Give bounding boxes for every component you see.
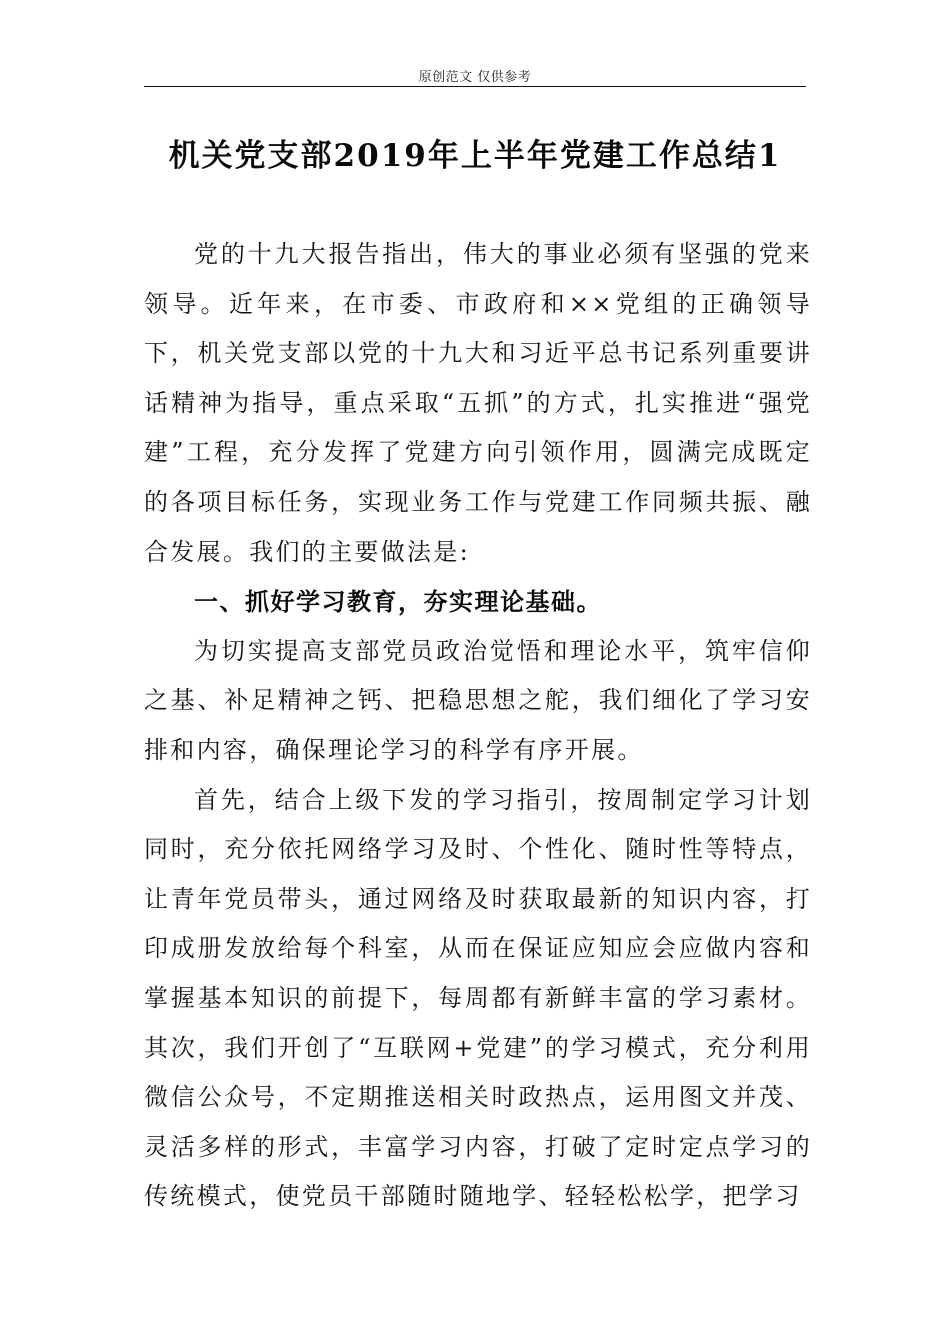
document-body [144,230,812,1222]
header-rule [144,86,806,87]
page-header: 原创范文 仅供参考 [418,70,532,85]
document-title: 机关党支部2019年上半年党建工作总结1 [168,138,782,174]
paragraph-study-detail: 首先，结合上级下发的学习指引，按周制定学习计划同时，充分依托网络学习及时、个性化、随时性等特点，让青年党员带头，通过网络及时获取最新的知识内容，打印成册发放给每个科室，从而在保证应知应会应做内容和掌握基本知识的前提下，每周都有新鲜丰富的学习素材。其次，我们开创了“互联网+党建”的学习模式，充分利用微信公众号，不定期推送相关时政热点，运用图文并茂、灵活多样的形式，丰富学习内容，打破了定时定点学习的传统模式，使党员干部随时随地学、轻轻松松学，把学习 [144,785,812,1211]
paragraph-intro: 党的十九大报告指出，伟大的事业必须有坚强的党来领导。近年来，在市委、市政府和××党组的正确领导下，机关党支部以党的十九大和习近平总书记系列重要讲话精神为指导，重点采取“五抓”的方式，扎实推进“强党建”工程，充分发挥了党建方向引领作用，圆满完成既定的各项目标任务，实现业务工作与党建工作同频共振、融合发展。我们的主要做法是: [144,240,812,566]
section-heading-1: 一、抓好学习教育，夯实理论基础。 [194,587,602,617]
paragraph-study-intro: 为切实提高支部党员政治觉悟和理论水平，筑牢信仰之基、补足精神之钙、把稳思想之舵，我们细化了学习安排和内容，确保理论学习的科学有序开展。 [144,636,812,764]
